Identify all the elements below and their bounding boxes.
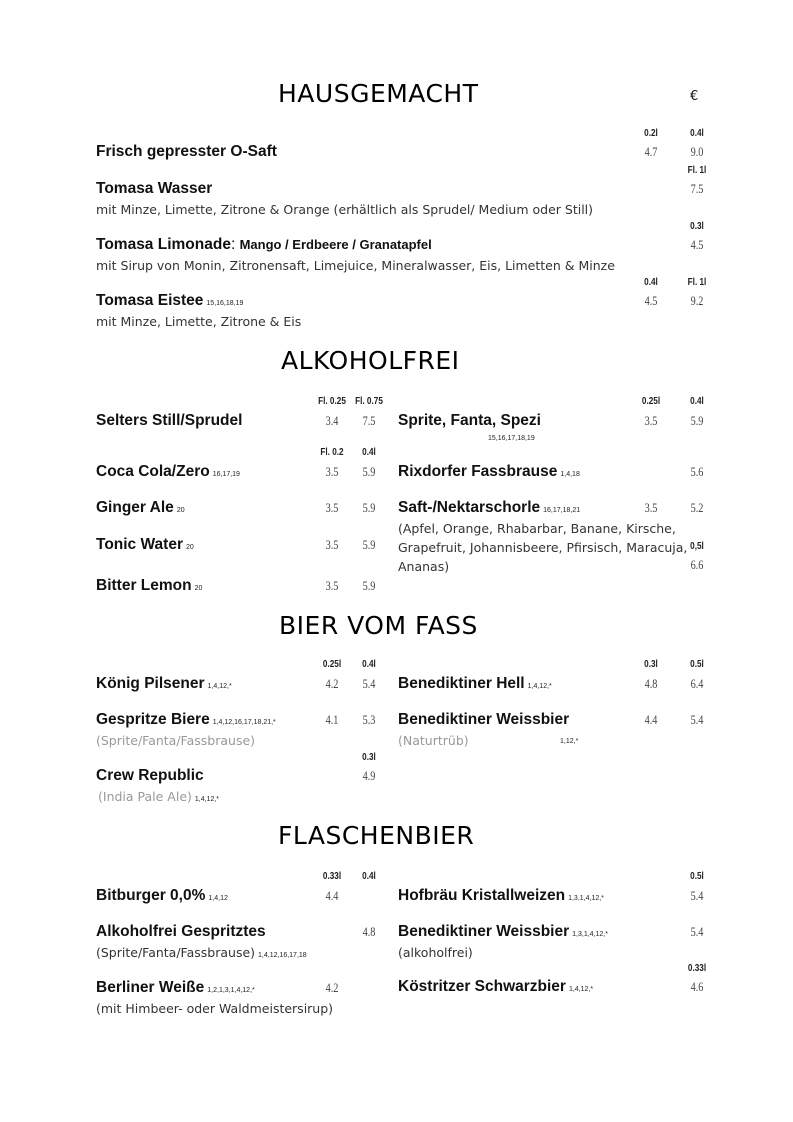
price: 4.5 <box>644 294 658 308</box>
item-name-text: Hofbräu Kristallweizen <box>398 887 566 904</box>
item-description: (alkoholfrei) <box>398 945 473 960</box>
item-description: Grapefruit, Johannisbeere, Pfirsisch, Maracuja, <box>398 540 688 555</box>
size-label: 0,5l <box>690 540 704 552</box>
price: 5.4 <box>690 889 704 903</box>
size-label: 0.5l <box>690 658 704 670</box>
size-label: 0.3l <box>362 751 376 763</box>
price: 5.9 <box>362 538 376 552</box>
size-label: 0.5l <box>690 870 704 882</box>
allergen-codes: 1,4,12 <box>208 895 228 902</box>
size-label: Fl. 0.25 <box>318 395 346 407</box>
item-name <box>398 887 604 905</box>
allergen-codes: 1,12,* <box>560 738 579 745</box>
item-description: (Sprite/Fanta/Fassbrause) <box>96 733 256 748</box>
item-name: Benediktiner Weissbier <box>398 711 570 728</box>
size-label: 0.25l <box>322 658 342 670</box>
item-name-text: Coca Cola/Zero <box>96 463 210 480</box>
item-name-text: Benediktiner Weissbier <box>398 923 570 940</box>
item-name-text: Rixdorfer Fassbrause <box>398 463 558 480</box>
item-name-text: Berliner Weiße <box>96 979 205 996</box>
item-name <box>398 923 608 941</box>
item-description: (Naturtrüb) <box>398 733 469 748</box>
item-name: Tomasa Wasser <box>96 180 213 197</box>
price: 4.2 <box>325 981 339 995</box>
size-label: 0.4l <box>690 395 704 407</box>
size-label: 0.4l <box>362 658 376 670</box>
price: 3.5 <box>325 579 339 593</box>
item-description: (Apfel, Orange, Rhabarbar, Banane, Kirsche, <box>398 521 676 536</box>
allergen-codes: 16,17,18,21 <box>543 507 581 514</box>
price: 9.2 <box>690 294 704 308</box>
item-name <box>96 292 243 310</box>
size-label: 0.4l <box>362 870 376 882</box>
item-name: Selters Still/Sprudel <box>96 412 243 429</box>
item-name <box>96 577 202 595</box>
size-label: Fl. 1l <box>687 276 707 288</box>
allergen-codes: 15,16,18,19 <box>206 300 244 307</box>
price: 6.6 <box>690 558 704 572</box>
item-description-line <box>96 943 307 965</box>
item-name <box>96 536 194 554</box>
price: 3.4 <box>325 414 339 428</box>
item-name: Alkoholfrei Gespritztes <box>96 923 266 940</box>
size-label: 0.3l <box>690 220 704 232</box>
item-name-text: Bitburger 0,0% <box>96 887 206 904</box>
allergen-codes: 16,17,19 <box>212 471 240 478</box>
price: 5.9 <box>690 414 704 428</box>
colon: : <box>230 236 236 253</box>
allergen-codes: 1,4,12,16,17,18 <box>258 952 307 959</box>
item-name <box>96 463 240 481</box>
price: 5.9 <box>362 501 376 515</box>
size-label: 0.4l <box>362 446 376 458</box>
section-title-bier-vom-fass: BIER VOM FASS <box>279 611 478 640</box>
allergen-codes: 1,4,12,16,17,18,21,* <box>212 719 276 726</box>
item-name-text: Tomasa Eistee <box>96 292 204 309</box>
section-title-hausgemacht: HAUSGEMACHT <box>278 79 479 108</box>
size-label: 0.4l <box>690 127 704 139</box>
price: 4.8 <box>362 925 376 939</box>
item-name <box>96 887 228 905</box>
size-label: Fl. 0.2 <box>320 446 344 458</box>
price: 5.9 <box>362 579 376 593</box>
price: 3.5 <box>644 501 658 515</box>
allergen-codes: 20 <box>185 544 194 551</box>
allergen-codes: 1,3,1,4,12,* <box>572 931 608 938</box>
item-name-text: Ginger Ale <box>96 499 174 516</box>
item-name-text: König Pilsener <box>96 675 205 692</box>
item-description: (India Pale Ale) <box>98 789 192 804</box>
allergen-codes: 20 <box>176 507 185 514</box>
allergen-codes: 1,4,12,* <box>207 683 232 690</box>
size-label: 0.4l <box>644 276 658 288</box>
price: 7.5 <box>690 182 704 196</box>
allergen-codes: 1,4,18 <box>560 471 580 478</box>
price: 4.4 <box>644 713 658 727</box>
item-name <box>398 978 593 996</box>
item-name-text: Gespritze Biere <box>96 711 210 728</box>
price: 5.4 <box>362 677 376 691</box>
price: 4.6 <box>690 980 704 994</box>
item-name-text: Benediktiner Hell <box>398 675 525 692</box>
item-name-text: Bitter Lemon <box>96 577 192 594</box>
size-label: Fl. 0.75 <box>355 395 383 407</box>
item-variants: Mango / Erdbeere / Granatapfel <box>239 237 432 252</box>
price: 5.4 <box>690 713 704 727</box>
price: 3.5 <box>644 414 658 428</box>
item-name: Frisch gepresster O-Saft <box>96 143 277 160</box>
item-name-text: Köstritzer Schwarzbier <box>398 978 566 995</box>
price: 7.5 <box>362 414 376 428</box>
size-label: 0.2l <box>644 127 658 139</box>
item-description: (Sprite/Fanta/Fassbrause) <box>96 945 256 960</box>
size-label: 0.33l <box>322 870 342 882</box>
item-name <box>96 675 232 693</box>
item-name <box>96 499 185 517</box>
allergen-codes: 1,2,1,3,1,4,12,* <box>207 987 255 994</box>
allergen-codes: 1,4,12,* <box>568 986 594 993</box>
price: 5.6 <box>690 465 704 479</box>
size-label: 0.25l <box>641 395 661 407</box>
item-description: mit Minze, Limette, Zitrone & Eis <box>96 314 302 329</box>
size-label: 0.3l <box>644 658 658 670</box>
item-name: Sprite, Fanta, Spezi <box>398 412 541 429</box>
size-label: 0.33l <box>687 962 707 974</box>
item-name-text: Saft-/Nektarschorle <box>398 499 541 516</box>
item-description: (mit Himbeer- oder Waldmeistersirup) <box>96 1001 334 1016</box>
section-title-flaschenbier: FLASCHENBIER <box>278 821 475 850</box>
allergen-codes: 1,3,1,4,12,* <box>568 895 604 902</box>
item-description: mit Minze, Limette, Zitrone & Orange (erhältlich als Sprudel/ Medium oder Still) <box>96 202 594 217</box>
price: 4.5 <box>690 238 704 252</box>
item-description: mit Sirup von Monin, Zitronensaft, Limejuice, Mineralwasser, Eis, Limetten & Minze <box>96 258 615 273</box>
item-name: Crew Republic <box>96 767 204 784</box>
item-name <box>96 711 276 729</box>
item-name <box>96 236 432 254</box>
item-name <box>96 979 255 997</box>
allergen-codes: 20 <box>194 585 203 592</box>
price: 6.4 <box>690 677 704 691</box>
price: 4.7 <box>644 145 658 159</box>
section-title-alkoholfrei: ALKOHOLFREI <box>281 346 460 375</box>
price: 5.2 <box>690 501 704 515</box>
item-description-line <box>98 787 219 809</box>
size-label: Fl. 1l <box>687 164 707 176</box>
allergen-codes: 1,4,12,* <box>194 796 220 803</box>
price: 5.9 <box>362 465 376 479</box>
price: 9.0 <box>690 145 704 159</box>
price: 3.5 <box>325 501 339 515</box>
item-name <box>398 463 580 481</box>
currency-label: € <box>690 89 699 104</box>
item-name-text: Tomasa Limonade <box>96 236 231 253</box>
price: 5.4 <box>690 925 704 939</box>
allergen-codes: 15,16,17,18,19 <box>488 435 535 442</box>
item-description: Ananas) <box>398 559 450 574</box>
allergen-codes: 1,4,12,* <box>527 683 552 690</box>
item-name-text: Tonic Water <box>96 536 183 553</box>
price: 4.2 <box>325 677 339 691</box>
price: 4.1 <box>325 713 339 727</box>
price: 4.4 <box>325 889 339 903</box>
price: 4.9 <box>362 769 376 783</box>
item-name <box>398 675 552 693</box>
item-name <box>398 499 580 517</box>
price: 4.8 <box>644 677 658 691</box>
price: 3.5 <box>325 538 339 552</box>
price: 5.3 <box>362 713 376 727</box>
price: 3.5 <box>325 465 339 479</box>
